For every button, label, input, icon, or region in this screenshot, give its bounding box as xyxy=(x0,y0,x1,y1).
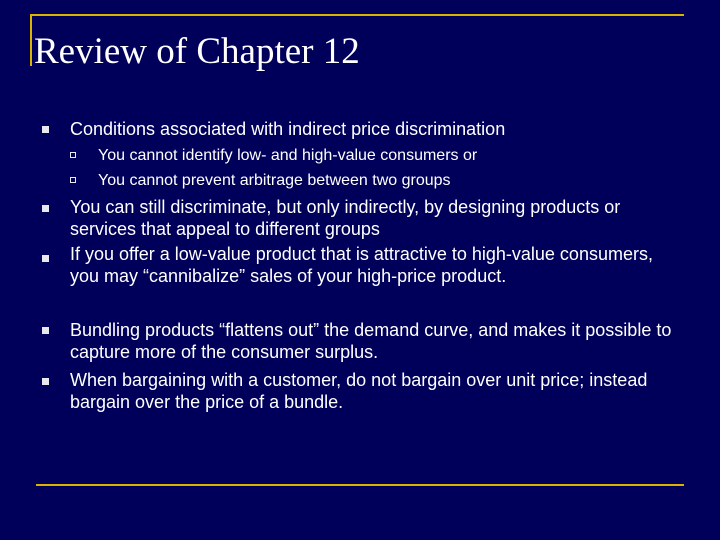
title-frame-top-rule xyxy=(30,14,684,16)
bullet-square-icon xyxy=(42,205,49,212)
bullet-text-cannibalize: If you offer a low-value product that is attractive to high-value consumers, you may “cannibalize” sales of your high-price product. xyxy=(70,244,653,286)
title-frame-left-rule xyxy=(30,14,32,66)
subbullet-text-arbitrage: You cannot prevent arbitrage between two groups xyxy=(98,172,451,189)
bullet-square-icon xyxy=(42,126,49,133)
bullet-text-discriminate: You can still discriminate, but only indirectly, by designing products or services that appeal to different groups xyxy=(70,197,621,239)
bullet-text-conditions: Conditions associated with indirect price discrimination xyxy=(70,119,506,139)
slide-title: Review of Chapter 12 xyxy=(34,31,360,72)
bullet-square-icon xyxy=(42,378,49,385)
bullet-square-icon xyxy=(42,255,49,262)
subbullet-text-identify: You cannot identify low- and high-value consumers or xyxy=(98,147,478,164)
bullet-text-bundling: Bundling products “flattens out” the demand curve, and makes it possible to capture more of the consumer surplus. xyxy=(70,320,672,362)
footer-rule xyxy=(36,484,684,486)
subbullet-hollow-square-icon xyxy=(70,152,76,158)
bullet-square-icon xyxy=(42,327,49,334)
bullet-text-bargaining: When bargaining with a customer, do not bargain over unit price; instead bargain over the price of a bundle. xyxy=(70,370,648,412)
subbullet-hollow-square-icon xyxy=(70,177,76,183)
